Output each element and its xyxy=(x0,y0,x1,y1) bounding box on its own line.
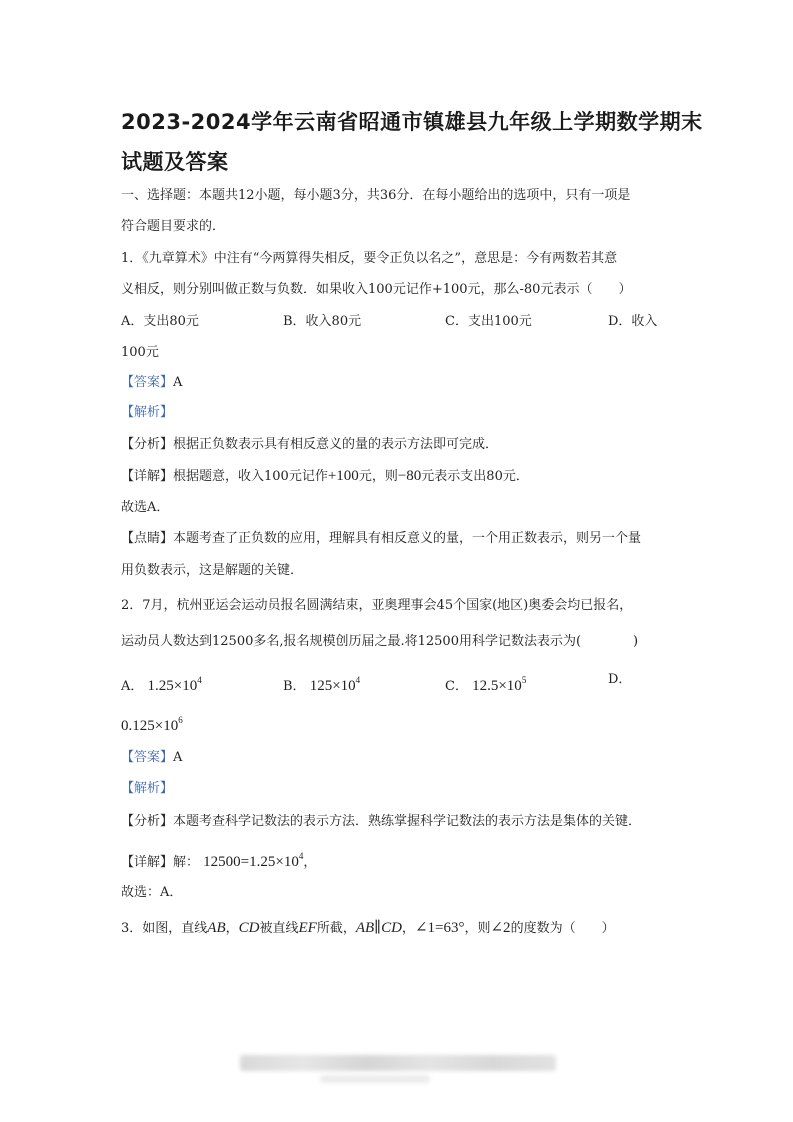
q1-xiangjie xyxy=(121,468,529,485)
q2-option-a-label: A． xyxy=(121,679,144,694)
q2-option-d-math: $0.125\times 10^6$ xyxy=(121,715,183,734)
fenxi-tag: 【分析】 xyxy=(121,437,174,452)
xiangjie-tag: 【详解】 xyxy=(121,469,174,484)
q2-option-b-label: B． xyxy=(283,679,306,694)
q2-option-a-math: $1.25\times 10^4$ xyxy=(147,675,202,694)
xiangjie-text: 解： xyxy=(173,855,200,870)
q2-option-c-label: C． xyxy=(445,679,468,694)
q2-option-b xyxy=(283,672,360,695)
blurred-footer-watermark-2 xyxy=(320,1075,430,1083)
q2-xiangjie: 【详解】解： $12500=1.25\times 10^4$， xyxy=(121,851,317,870)
document-title-line2: 试题及答案 xyxy=(121,150,229,174)
answer-tag: 【答案】 xyxy=(121,375,174,390)
answer-tag: 【答案】 xyxy=(121,750,174,765)
xiangjie-text-a: 根据题意，收入100元记作 xyxy=(173,469,328,484)
q1-option-c: C．支出100元 xyxy=(445,314,532,329)
blurred-footer-watermark xyxy=(240,1055,556,1071)
q1-option-d-cont: 100元 xyxy=(121,345,159,360)
xiangjie-math-d: −80 xyxy=(397,468,422,484)
dianjing-text: 本题考查了正负数的应用，理解具有相反意义的量，一个用正数表示，则另一个量 xyxy=(173,531,642,546)
fenxi-text: 根据正负数表示具有相反意义的量的表示方法即可完成． xyxy=(173,437,499,452)
q1-option-b: B．收入80元 xyxy=(283,314,362,329)
q2-fenxi xyxy=(121,814,641,830)
q2-stem-line1: 2．7月，杭州亚运会运动员报名圆满结束，亚奥理事会45个国家(地区)奥委会均已报名， xyxy=(121,598,633,613)
xiangjie-math-b: +100 xyxy=(327,468,359,484)
q2-option-c-math: $12.5\times 10^5$ xyxy=(472,675,527,694)
xiangjie-text-e: 元表示支出80元． xyxy=(421,469,529,484)
q1-guxuan: 故选A． xyxy=(121,500,170,515)
q1-answer xyxy=(121,375,182,391)
section-heading-cont: 符合题目要求的． xyxy=(121,219,226,234)
q3-stem: 3．如图，直线AB，CD被直线EF所截，AB∥CD，∠1=63°，则∠2的度数为（ ） xyxy=(121,920,615,936)
dianjing-tag: 【点睛】 xyxy=(121,531,174,546)
q2-option-b-math: $125\times 10^4$ xyxy=(309,675,361,694)
xiangjie-math: $12500=1.25\times 10^4$ xyxy=(203,851,304,870)
q1-option-a: A．支出80元 xyxy=(121,314,199,329)
answer-value: A xyxy=(173,375,183,390)
q2-guxuan: 故选：A． xyxy=(121,885,183,900)
q1-dianjing-line2: 用负数表示，这是解题的关键． xyxy=(121,563,304,578)
analysis-tag: 【解析】 xyxy=(121,781,174,796)
xiangjie-tag: 【详解】 xyxy=(121,855,174,870)
analysis-tag: 【解析】 xyxy=(121,405,174,420)
q1-option-d: D．收入 xyxy=(608,314,658,329)
q2-answer xyxy=(121,750,182,766)
xiangjie-text-c: 元，则 xyxy=(358,469,398,484)
q2-stem-line2: 运动员人数达到12500多名,报名规模创历届之最.将12500用科学记数法表示为( ) xyxy=(121,634,639,649)
answer-value: A xyxy=(173,750,183,765)
q1-stem-line2: 义相反，则分别叫做正数与负数．如果收入100元记作+100元，那么-80元表示（ ） xyxy=(121,282,632,297)
q2-option-c xyxy=(445,672,526,695)
fenxi-text: 本题考查科学记数法的表示方法．熟练掌握科学记数法的表示方法是集体的关键． xyxy=(173,814,642,829)
q1-fenxi xyxy=(121,437,498,453)
q2-option-a xyxy=(121,672,202,695)
q1-dianjing-line1 xyxy=(121,531,641,547)
q2-analysis-tag xyxy=(121,781,173,797)
fenxi-tag: 【分析】 xyxy=(121,814,174,829)
section-heading: 一、选择题：本题共12小题，每小题3分，共36分．在每小题给出的选项中，只有一项是 xyxy=(121,188,631,203)
document-title-line1: 2023-2024学年云南省昭通市镇雄县九年级上学期数学期末 xyxy=(121,110,703,134)
q1-stem-line1: 1．《九章算术》中注有“今两算得失相反，要令正负以名之”，意思是：今有两数若其意 xyxy=(121,251,618,266)
q1-analysis-tag xyxy=(121,405,173,421)
q2-option-d-label: D． xyxy=(608,672,632,687)
